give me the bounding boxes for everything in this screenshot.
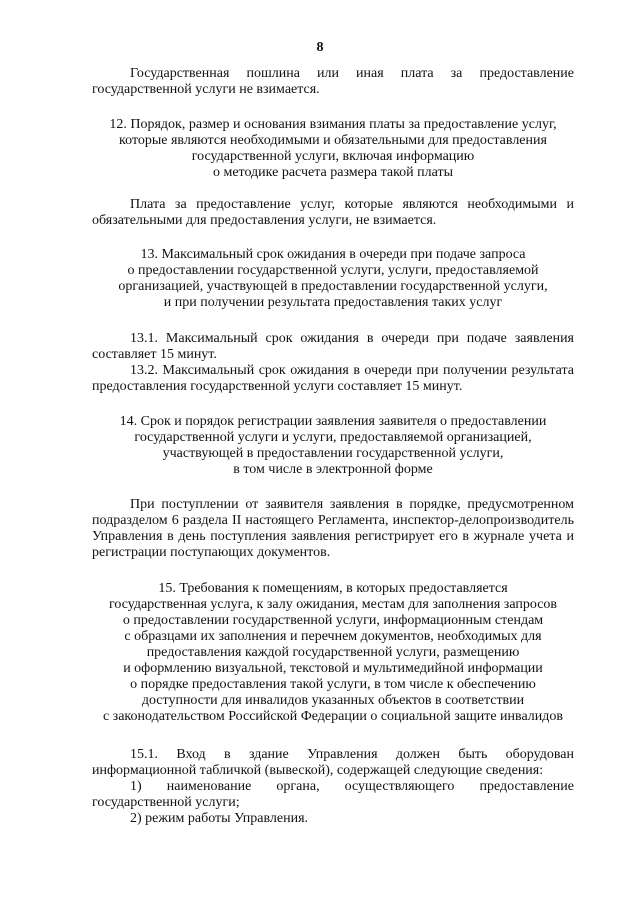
heading-line: предоставления каждой государственной услуги, размещению bbox=[146, 645, 520, 660]
heading-line: с законодательством Российской Федерации о социальной защите инвалидов bbox=[102, 709, 564, 724]
paragraph-13-2: 13.2. Максимальный срок ожидания в очереди при получении результата предоставления государственной услуги составляет 15 минут. bbox=[92, 363, 574, 394]
section-heading-13 bbox=[92, 247, 574, 311]
heading-line: и при получении результата предоставления таких услуг bbox=[163, 295, 503, 310]
heading-line: организацией, участвующей в предоставлении государственной услуги, bbox=[118, 279, 548, 294]
paragraph-15-1: 15.1. Вход в здание Управления должен быть оборудован информационной табличкой (вывеской), содержащей следующие сведения: bbox=[92, 747, 574, 778]
paragraph-section-12: Плата за предоставление услуг, которые являются необходимыми и обязательными для предоставления услуги, не взимается. bbox=[92, 197, 574, 228]
heading-line: доступности для инвалидов указанных объектов в соответствии bbox=[141, 693, 525, 708]
heading-line: 12. Порядок, размер и основания взимания платы за предоставление услуг, bbox=[109, 117, 557, 132]
paragraph-13-1: 13.1. Максимальный срок ожидания в очереди при подаче заявления составляет 15 минут. bbox=[92, 331, 574, 362]
list-item-15-1-2: 2) режим работы Управления. bbox=[130, 811, 309, 826]
heading-line: о предоставлении государственной услуги, информационным стендам bbox=[122, 613, 544, 628]
section-heading-12 bbox=[92, 117, 574, 181]
heading-line: 14. Срок и порядок регистрации заявления заявителя о предоставлении bbox=[119, 414, 547, 429]
heading-line: 15. Требования к помещениям, в которых предоставляется bbox=[158, 581, 508, 596]
heading-line: 13. Максимальный срок ожидания в очереди при подаче запроса bbox=[140, 247, 526, 262]
heading-line: о порядке предоставления такой услуги, в том числе к обеспечению bbox=[130, 677, 536, 692]
paragraph-state-fee: Государственная пошлина или иная плата за предоставление государственной услуги не взимается. bbox=[92, 66, 574, 97]
heading-line: государственная услуга, к залу ожидания, местам для заполнения запросов bbox=[108, 597, 558, 612]
heading-line: которые являются необходимыми и обязательными для предоставления bbox=[119, 133, 547, 148]
section-heading-15 bbox=[92, 581, 574, 725]
paragraphs-section-13 bbox=[92, 331, 574, 395]
heading-line: участвующей в предоставлении государственной услуги, bbox=[162, 446, 504, 461]
heading-line: и оформлению визуальной, текстовой и мультимедийной информации bbox=[123, 661, 543, 676]
heading-line: государственной услуги и услуги, предоставляемой организацией, bbox=[134, 430, 532, 445]
paragraph-section-14: При поступлении от заявителя заявления в порядке, предусмотренном подразделом 6 раздела II настоящего Регламента, инспектор-делопроизводитель Управления в день поступления заявления регистрирует его в журнале учета и регистрации поступающих документов. bbox=[92, 497, 574, 560]
heading-line: о методике расчета размера такой платы bbox=[212, 165, 454, 180]
heading-line: государственной услуги, включая информацию bbox=[191, 149, 475, 164]
list-item-15-1-1: 1) наименование органа, осуществляющего предоставление государственной услуги; bbox=[92, 779, 574, 810]
paragraphs-section-15-1 bbox=[92, 747, 574, 827]
heading-line: в том числе в электронной форме bbox=[233, 462, 433, 477]
heading-line: о предоставлении государственной услуги, услуги, предоставляемой bbox=[127, 263, 539, 278]
page-number: 8 bbox=[316, 40, 324, 55]
heading-line: с образцами их заполнения и перечнем документов, необходимых для bbox=[124, 629, 542, 644]
section-heading-14 bbox=[92, 414, 574, 478]
